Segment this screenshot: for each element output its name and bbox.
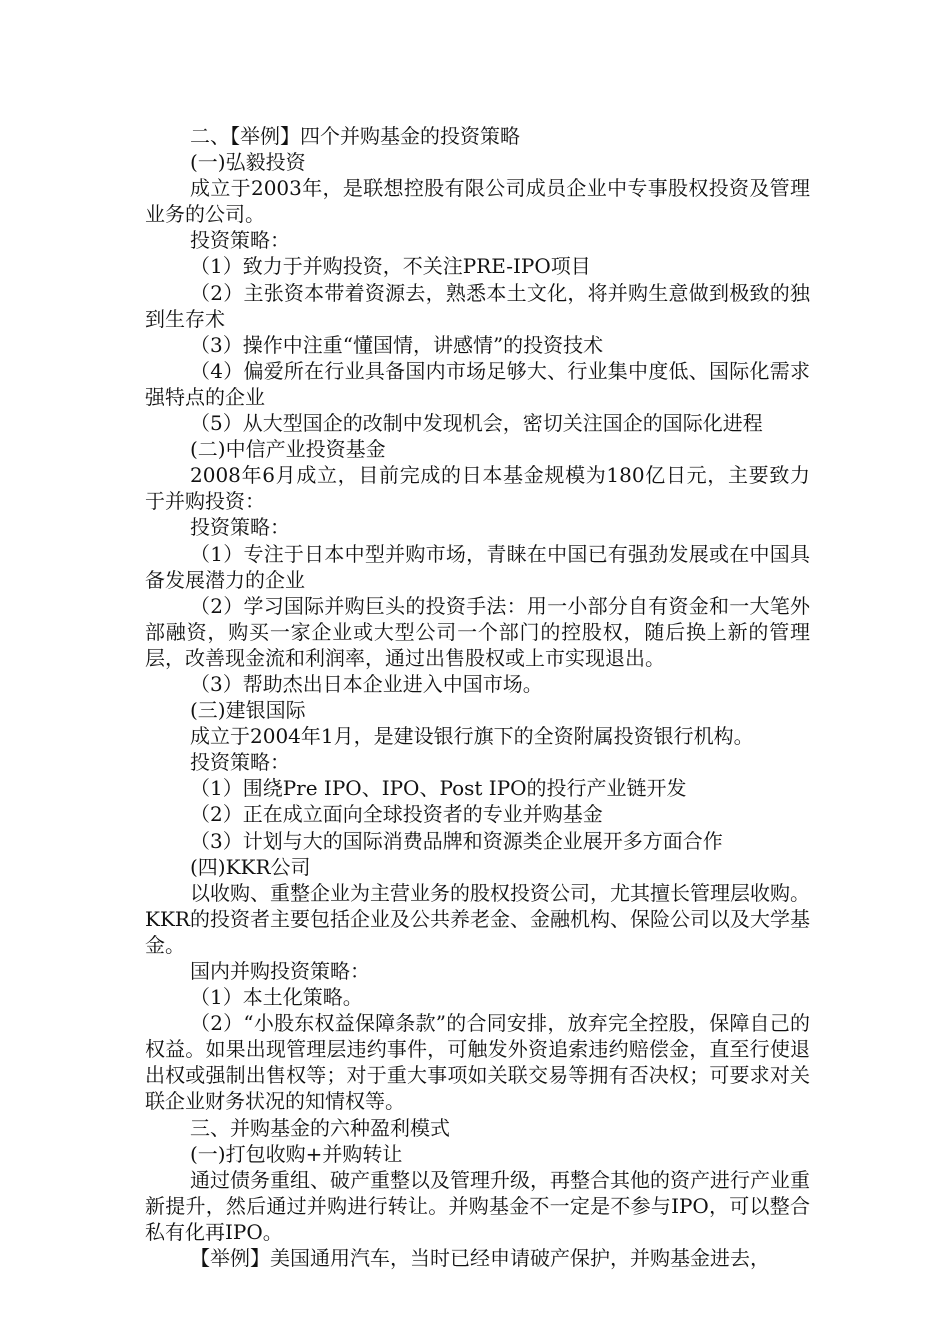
subsection-heading: (三)建银国际 <box>190 698 306 723</box>
list-item: （3）帮助杰出日本企业进入中国市场。 <box>190 671 543 696</box>
subsection-heading: (四)KKR公司 <box>190 854 311 879</box>
list-item: （5）从大型国企的改制中发现机会，密切关注国企的国际化进程 <box>190 411 763 436</box>
section-heading: 三、并购基金的六种盈利模式 <box>190 1115 450 1140</box>
list-item: （4）偏爱所在行业具备国内市场足够大、行业集中度低、国际化需求强特点的企业 <box>145 358 810 409</box>
document-body <box>145 123 810 1271</box>
list-item: （3）操作中注重“懂国情，讲感情”的投资技术 <box>190 332 604 357</box>
list-item: （2）正在成立面向全球投资者的专业并购基金 <box>190 802 603 827</box>
list-item: （2）学习国际并购巨头的投资手法：用一小部分自有资金和一大笔外部融资，购买一家企业或大型公司一个部门的控股权，随后换上新的管理层，改善现金流和利润率，通过出售股权或上市实现退出。 <box>145 593 810 670</box>
paragraph: 以收购、重整企业为主营业务的股权投资公司，尤其擅长管理层收购。KKR的投资者主要包括企业及公共养老金、金融机构、保险公司以及大学基金。 <box>145 880 810 957</box>
paragraph: 成立于2003年，是联想控股有限公司成员企业中专事股权投资及管理业务的公司。 <box>145 176 810 227</box>
list-item: （2）主张资本带着资源去，熟悉本土文化，将并购生意做到极致的独到生存术 <box>145 280 810 331</box>
list-item: （3）计划与大的国际消费品牌和资源类企业展开多方面合作 <box>190 828 723 853</box>
section-heading: 二、【举例】四个并购基金的投资策略 <box>190 124 520 148</box>
paragraph: 【举例】美国通用汽车，当时已经申请破产保护，并购基金进去， <box>190 1246 770 1271</box>
list-item: （1）致力于并购投资，不关注PRE-IPO项目 <box>190 254 591 279</box>
subsection-heading: (二)中信产业投资基金 <box>190 437 386 462</box>
list-item: （1）专注于日本中型并购市场，青睐在中国已有强劲发展或在中国具备发展潜力的企业 <box>145 541 810 592</box>
subsection-heading: (一)打包收购+并购转让 <box>190 1141 403 1166</box>
list-item: （2）“小股东权益保障条款”的合同安排，放弃完全控股，保障自己的权益。如果出现管理层违约事件，可触发外资追索违约赔偿金，直至行使退出权或强制出售权等；对于重大事项如关联交易等拥有否决权；可要求对关联企业财务状况的知情权等。 <box>145 1011 810 1114</box>
paragraph: 通过债务重组、破产重整以及管理升级，再整合其他的资产进行产业重新提升，然后通过并购进行转让。并购基金不一定是不参与IPO，可以整合私有化再IPO。 <box>145 1167 810 1244</box>
list-item: （1）围绕Pre IPO、IPO、Post IPO的投行产业链开发 <box>190 776 687 801</box>
paragraph: 投资策略： <box>190 515 290 540</box>
list-item: （1）本土化策略。 <box>190 985 363 1010</box>
paragraph: 投资策略： <box>190 228 290 253</box>
subsection-heading: (一)弘毅投资 <box>190 150 306 175</box>
paragraph: 投资策略： <box>190 750 290 775</box>
paragraph: 国内并购投资策略： <box>190 959 370 983</box>
paragraph: 2008年6月成立，目前完成的日本基金规模为180亿日元，主要致力于并购投资： <box>145 463 810 514</box>
paragraph: 成立于2004年1月，是建设银行旗下的全资附属投资银行机构。 <box>190 724 754 749</box>
